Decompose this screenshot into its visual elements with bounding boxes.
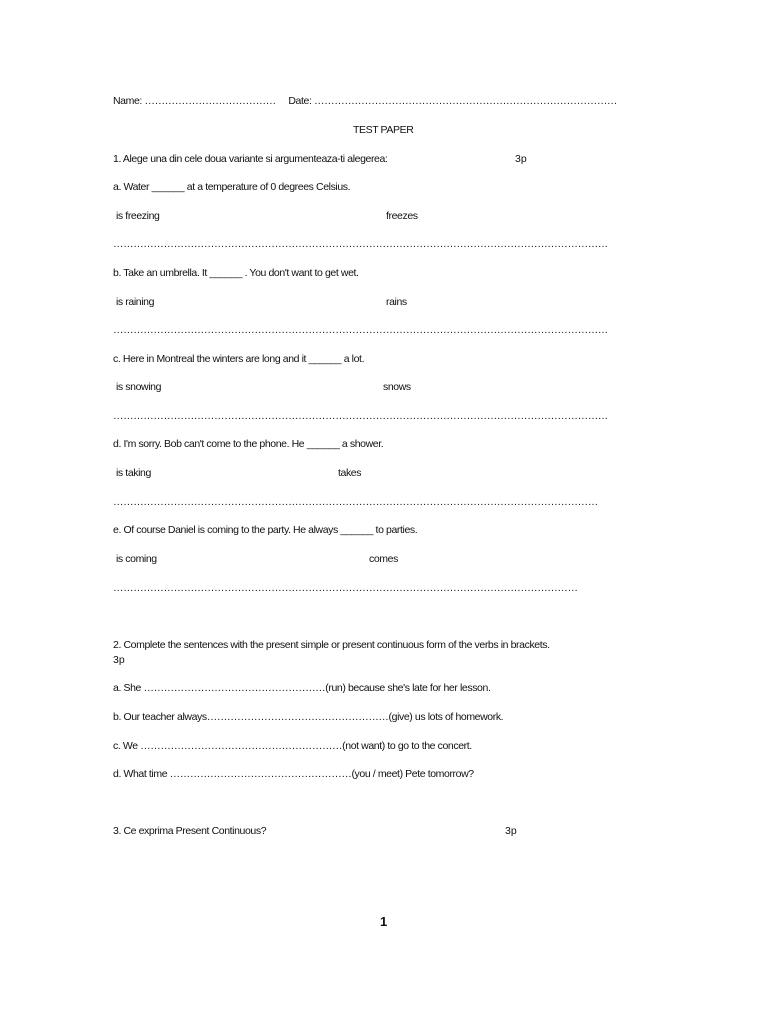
ex1-item-d-option1[interactable]: is taking [116, 467, 151, 479]
ex1-item-b-option2[interactable]: rains [386, 296, 407, 308]
name-field[interactable]: ………………………………… [144, 95, 276, 107]
ex2-item-b[interactable]: b. Our teacher always………………………………………………(give) us lots of homework. [113, 711, 504, 723]
ex1-item-b-sentence: b. Take an umbrella. It ______ . You don't want to get wet. [113, 267, 359, 279]
name-label: Name: [113, 95, 142, 107]
ex1-item-a-option2[interactable]: freezes [386, 210, 418, 222]
ex1-item-b-option1[interactable]: is raining [116, 296, 155, 308]
ex1-item-a-sentence: a. Water ______ at a temperature of 0 degrees Celsius. [113, 181, 351, 193]
page-number: 1 [380, 914, 388, 929]
ex1-item-a-answer-line[interactable]: ………………………………………………………………………………………………………………………………… [113, 238, 608, 250]
exercise3-points: 3p [505, 825, 517, 837]
header-line [113, 94, 617, 108]
date-label: Date: [288, 95, 312, 107]
exercise1-points: 3p [515, 153, 527, 165]
exercise2-points: 3p [113, 654, 125, 666]
ex1-item-d-answer-line[interactable]: ……………………………………………………………………………………………………………………………… [113, 496, 598, 508]
exercise3-instruction: 3. Ce exprima Present Continuous? [113, 825, 267, 837]
ex1-item-e-option1[interactable]: is coming [116, 553, 157, 565]
exercise1-instruction: 1. Alege una din cele doua variante si argumenteaza-ti alegerea: [113, 153, 388, 165]
ex1-item-c-option1[interactable]: is snowing [116, 381, 162, 393]
ex1-item-e-sentence: e. Of course Daniel is coming to the party. He always ______ to parties. [113, 524, 418, 536]
ex1-item-c-option2[interactable]: snows [383, 381, 411, 393]
ex1-item-e-option2[interactable]: comes [369, 553, 398, 565]
ex2-item-d[interactable]: d. What time ………………………………………………(you / meet) Pete tomorrow? [113, 768, 474, 780]
ex1-item-c-answer-line[interactable]: ………………………………………………………………………………………………………………………………… [113, 410, 608, 422]
ex1-item-b-answer-line[interactable]: ………………………………………………………………………………………………………………………………… [113, 324, 608, 336]
date-field[interactable]: ……………………………………………………………………………… [314, 95, 618, 107]
ex1-item-d-sentence: d. I'm sorry. Bob can't come to the phone. He ______ a shower. [113, 438, 384, 450]
exercise2-instruction: 2. Complete the sentences with the present simple or present continuous form of the verbs in brackets. [113, 639, 550, 651]
ex2-item-a[interactable]: a. She ………………………………………………(run) because she's late for her lesson. [113, 682, 491, 694]
ex1-item-d-option2[interactable]: takes [338, 467, 362, 479]
ex1-item-c-sentence: c. Here in Montreal the winters are long and it ______ a lot. [113, 353, 365, 365]
ex2-item-c[interactable]: c. We ……………………………………………………(not want) to go to the concert. [113, 740, 472, 752]
ex1-item-e-answer-line[interactable]: ………………………………………………………………………………………………………………………… [113, 582, 578, 594]
page-title: TEST PAPER [353, 124, 414, 136]
ex1-item-a-option1[interactable]: is freezing [116, 210, 160, 222]
